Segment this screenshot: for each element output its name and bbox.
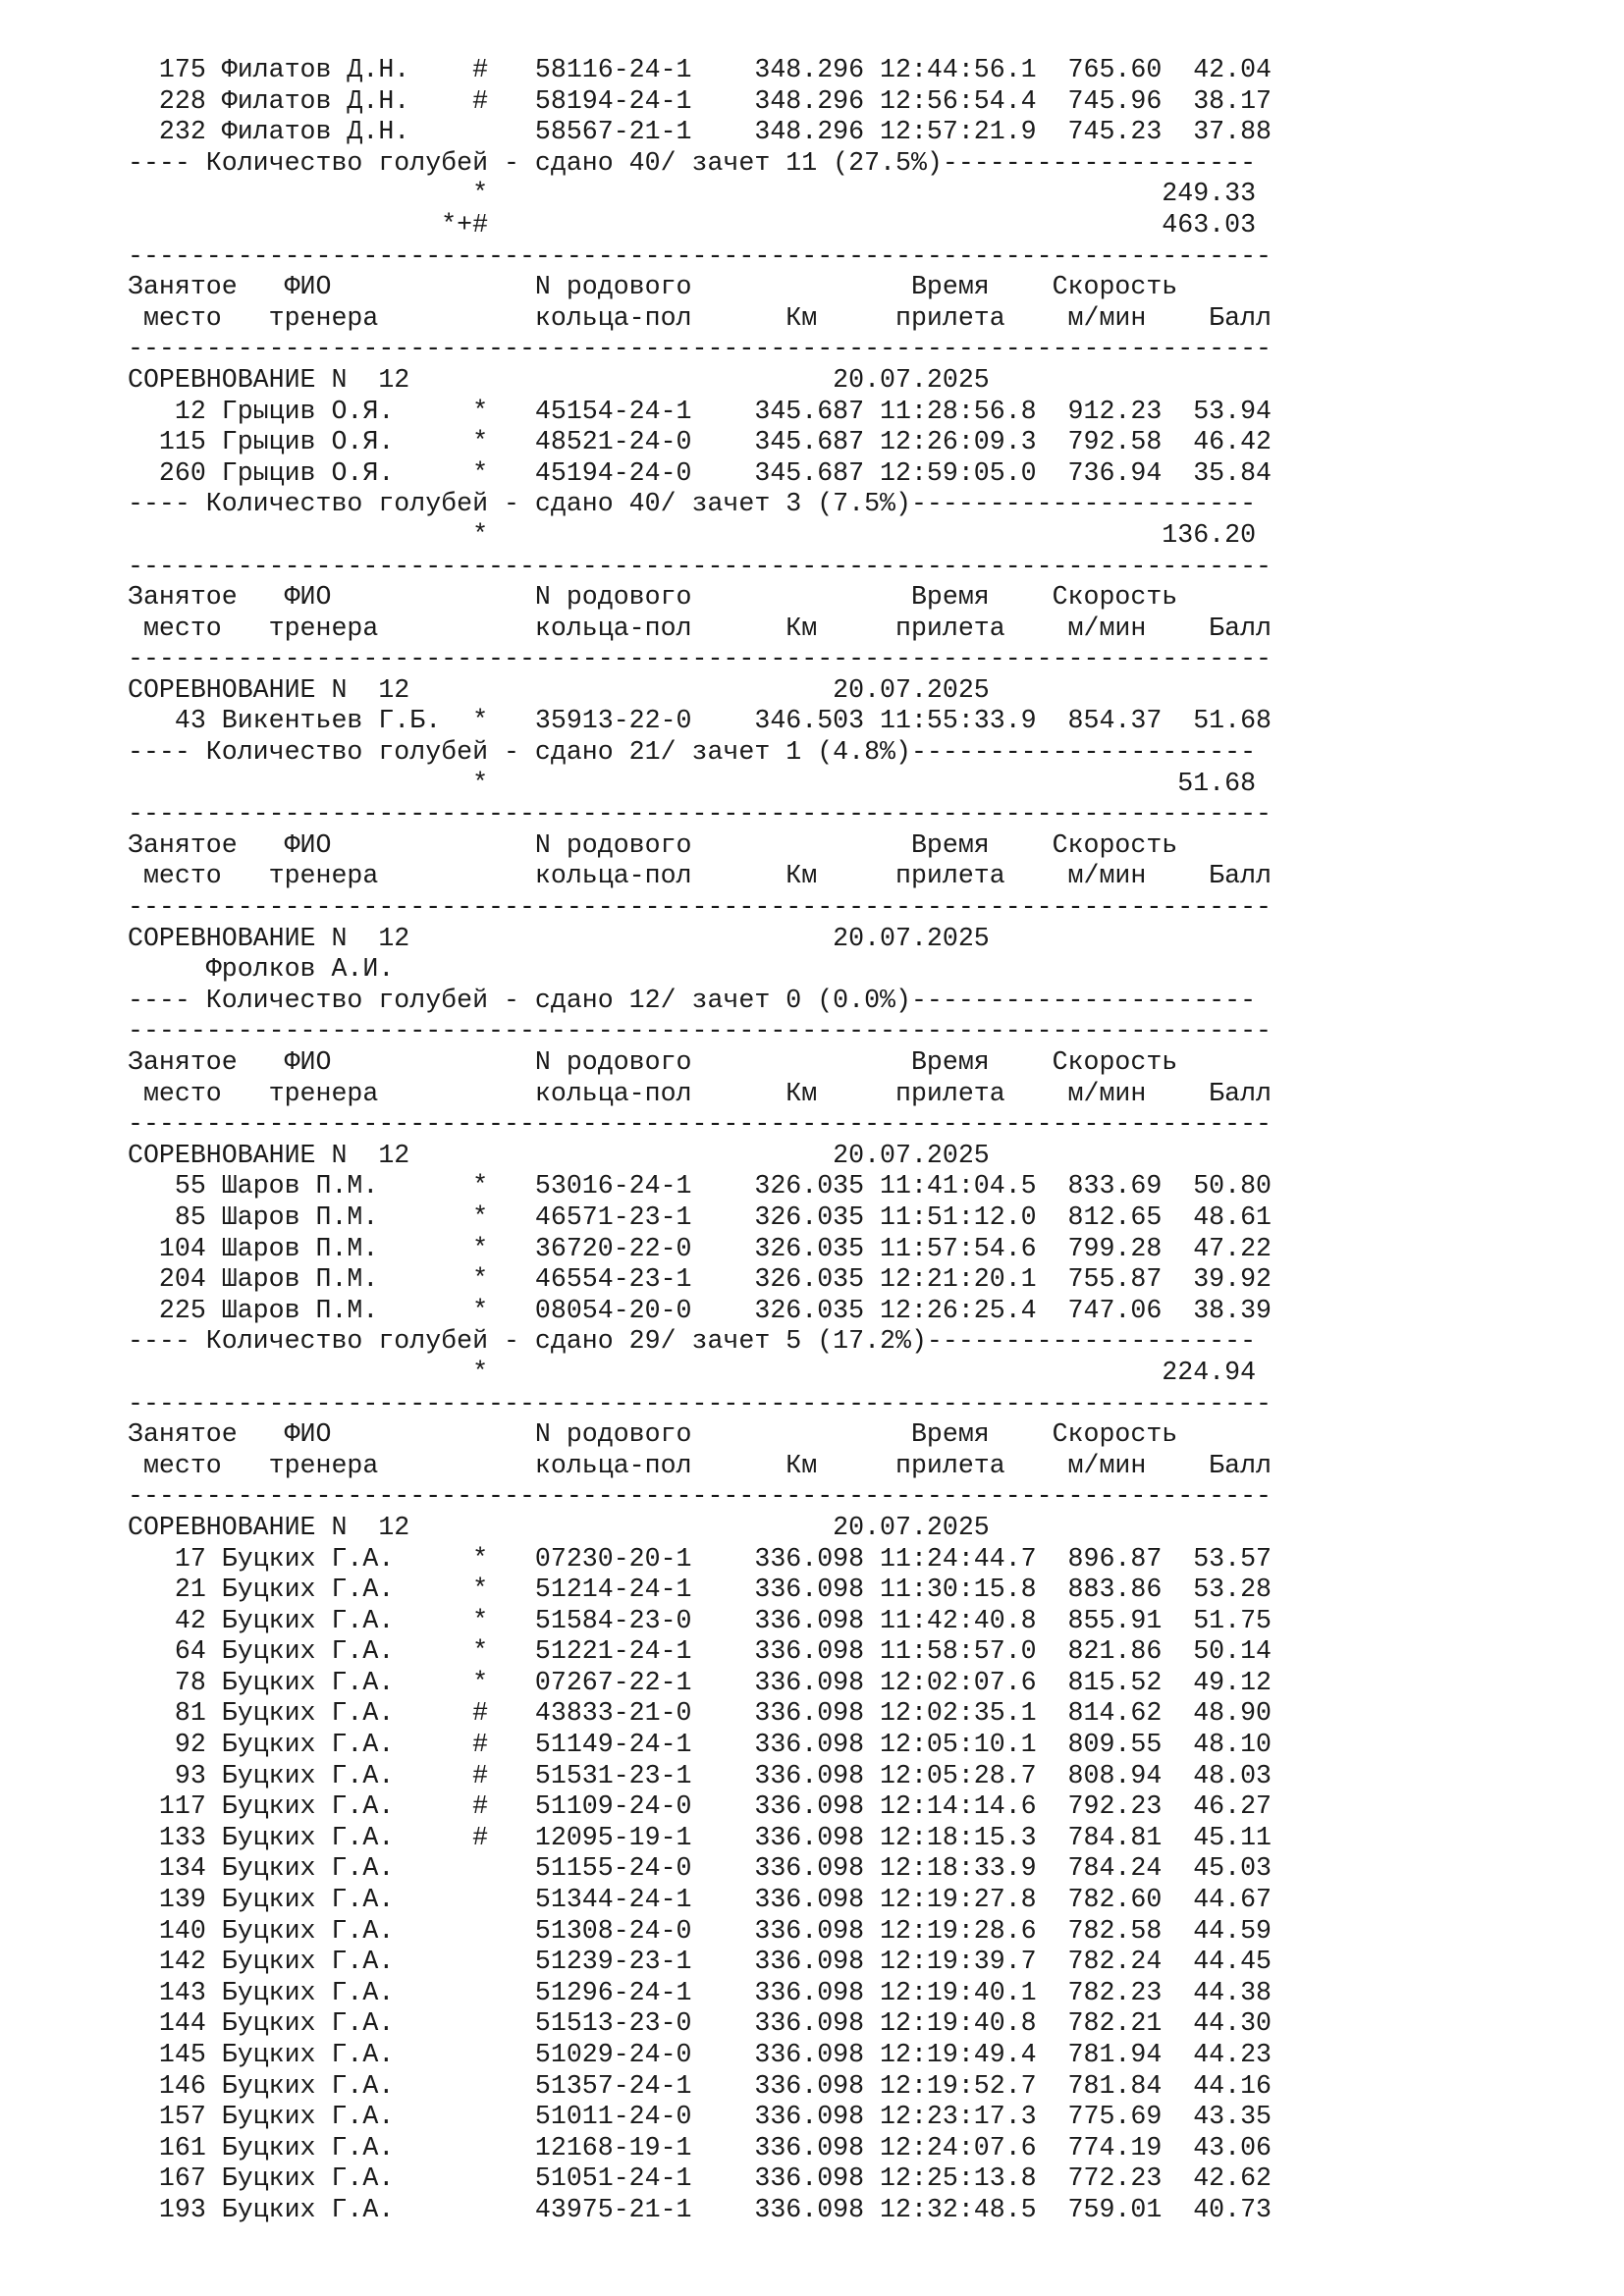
printout-line: 161 Буцких Г.А. 12168-19-1 336.098 12:24:07.6 774.19 43.06 xyxy=(128,2132,1272,2163)
printout-line: СОРЕВНОВАНИЕ N 12 20.07.2025 xyxy=(128,364,990,395)
printout-line: ------------------------------------------------------------------------- xyxy=(128,1481,1272,1512)
printout-line: место тренера кольца-пол Км прилета м/мин Балл xyxy=(128,302,1272,333)
printout-line: место тренера кольца-пол Км прилета м/мин Балл xyxy=(128,861,1272,891)
printout-line: ---- Количество голубей - сдано 29/ зачет 5 (17.2%)--------------------- xyxy=(128,1326,1257,1357)
printout-line: ------------------------------------------------------------------------- xyxy=(128,799,1272,829)
printout-line: 115 Грыцив О.Я. * 48521-24-0 345.687 12:26:09.3 792.58 46.42 xyxy=(128,427,1272,457)
printout-line: ------------------------------------------------------------------------- xyxy=(128,551,1272,581)
printout-line: ---- Количество голубей - сдано 40/ зачет 3 (7.5%)---------------------- xyxy=(128,489,1257,519)
printout-line: * 224.94 xyxy=(128,1357,1257,1387)
printout-line: 193 Буцких Г.А. 43975-21-1 336.098 12:32:48.5 759.01 40.73 xyxy=(128,2194,1272,2224)
printout-line: 157 Буцких Г.А. 51011-24-0 336.098 12:23:17.3 775.69 43.35 xyxy=(128,2102,1272,2132)
printout-line: место тренера кольца-пол Км прилета м/мин Балл xyxy=(128,1078,1272,1108)
printout-line: 134 Буцких Г.А. 51155-24-0 336.098 12:18:33.9 784.24 45.03 xyxy=(128,1853,1272,1884)
printout-line: * 249.33 xyxy=(128,179,1257,209)
printout-line: ---- Количество голубей - сдано 21/ зачет 1 (4.8%)---------------------- xyxy=(128,737,1257,768)
printout-line: место тренера кольца-пол Км прилета м/мин Балл xyxy=(128,1450,1272,1480)
printout-line: 204 Шаров П.М. * 46554-23-1 326.035 12:21:20.1 755.87 39.92 xyxy=(128,1264,1272,1295)
printout-line: ---- Количество голубей - сдано 40/ зачет 11 (27.5%)-------------------- xyxy=(128,147,1257,178)
printout-line: * 136.20 xyxy=(128,519,1257,550)
printout-line: Фролков А.И. xyxy=(128,954,395,985)
printout-line: * 51.68 xyxy=(128,768,1257,798)
printout-line: 78 Буцких Г.А. * 07267-22-1 336.098 12:02:07.6 815.52 49.12 xyxy=(128,1667,1272,1697)
printout-line: СОРЕВНОВАНИЕ N 12 20.07.2025 xyxy=(128,1140,990,1170)
results-printout xyxy=(128,55,1272,2226)
printout-line: 64 Буцких Г.А. * 51221-24-1 336.098 11:58:57.0 821.86 50.14 xyxy=(128,1636,1272,1667)
printout-line: 21 Буцких Г.А. * 51214-24-1 336.098 11:30:15.8 883.86 53.28 xyxy=(128,1575,1272,1605)
printout-line: 228 Филатов Д.Н. # 58194-24-1 348.296 12:56:54.4 745.96 38.17 xyxy=(128,85,1272,116)
printout-line: 144 Буцких Г.А. 51513-23-0 336.098 12:19:40.8 782.21 44.30 xyxy=(128,2008,1272,2039)
printout-line: Занятое ФИО N родового Время Скорость xyxy=(128,582,1178,613)
printout-line: Занятое ФИО N родового Время Скорость xyxy=(128,829,1178,860)
printout-line: СОРЕВНОВАНИЕ N 12 20.07.2025 xyxy=(128,1512,990,1542)
printout-line: 81 Буцких Г.А. # 43833-21-0 336.098 12:02:35.1 814.62 48.90 xyxy=(128,1698,1272,1729)
printout-line: Занятое ФИО N родового Время Скорость xyxy=(128,1047,1178,1077)
printout-line: СОРЕВНОВАНИЕ N 12 20.07.2025 xyxy=(128,923,990,953)
printout-line: 133 Буцких Г.А. # 12095-19-1 336.098 12:18:15.3 784.81 45.11 xyxy=(128,1822,1272,1852)
printout-line: СОРЕВНОВАНИЕ N 12 20.07.2025 xyxy=(128,674,990,705)
printout-line: 232 Филатов Д.Н. 58567-21-1 348.296 12:57:21.9 745.23 37.88 xyxy=(128,117,1272,147)
printout-line: ------------------------------------------------------------------------- xyxy=(128,644,1272,674)
printout-line: 117 Буцких Г.А. # 51109-24-0 336.098 12:14:14.6 792.23 46.27 xyxy=(128,1791,1272,1822)
printout-line: 92 Буцких Г.А. # 51149-24-1 336.098 12:05:10.1 809.55 48.10 xyxy=(128,1730,1272,1760)
printout-line: 145 Буцких Г.А. 51029-24-0 336.098 12:19:49.4 781.94 44.23 xyxy=(128,2040,1272,2069)
printout-line: ------------------------------------------------------------------------- xyxy=(128,240,1272,271)
printout-line: 260 Грыцив О.Я. * 45194-24-0 345.687 12:59:05.0 736.94 35.84 xyxy=(128,457,1272,488)
printout-line: 93 Буцких Г.А. # 51531-23-1 336.098 12:05:28.7 808.94 48.03 xyxy=(128,1760,1272,1790)
printout-line: *+# 463.03 xyxy=(128,209,1257,240)
printout-line: 139 Буцких Г.А. 51344-24-1 336.098 12:19:27.8 782.60 44.67 xyxy=(128,1885,1272,1915)
printout-line: 143 Буцких Г.А. 51296-24-1 336.098 12:19:40.1 782.23 44.38 xyxy=(128,1977,1272,2007)
printout-line: 55 Шаров П.М. * 53016-24-1 326.035 11:41:04.5 833.69 50.80 xyxy=(128,1171,1272,1201)
printout-line: ------------------------------------------------------------------------- xyxy=(128,892,1272,923)
printout-line: 43 Викентьев Г.Б. * 35913-22-0 346.503 11:55:33.9 854.37 51.68 xyxy=(128,706,1272,736)
printout-line: 85 Шаров П.М. * 46571-23-1 326.035 11:51:12.0 812.65 48.61 xyxy=(128,1201,1272,1232)
printout-line: ------------------------------------------------------------------------- xyxy=(128,334,1272,364)
printout-line: 17 Буцких Г.А. * 07230-20-1 336.098 11:24:44.7 896.87 53.57 xyxy=(128,1543,1272,1574)
printout-line: Занятое ФИО N родового Время Скорость xyxy=(128,1419,1178,1450)
printout-line: 146 Буцких Г.А. 51357-24-1 336.098 12:19:52.7 781.84 44.16 xyxy=(128,2070,1272,2101)
printout-line: 42 Буцких Г.А. * 51584-23-0 336.098 11:42:40.8 855.91 51.75 xyxy=(128,1605,1272,1635)
printout-line: ---- Количество голубей - сдано 12/ зачет 0 (0.0%)---------------------- xyxy=(128,985,1257,1015)
printout-line: Занятое ФИО N родового Время Скорость xyxy=(128,272,1178,302)
printout-line: 167 Буцких Г.А. 51051-24-1 336.098 12:25:13.8 772.23 42.62 xyxy=(128,2163,1272,2194)
printout-line: 12 Грыцив О.Я. * 45154-24-1 345.687 11:28:56.8 912.23 53.94 xyxy=(128,396,1272,426)
printout-line: ------------------------------------------------------------------------- xyxy=(128,1109,1272,1140)
printout-line: ------------------------------------------------------------------------- xyxy=(128,1388,1272,1418)
printout-line: место тренера кольца-пол Км прилета м/мин Балл xyxy=(128,613,1272,643)
printout-line: 140 Буцких Г.А. 51308-24-0 336.098 12:19:28.6 782.58 44.59 xyxy=(128,1915,1272,1946)
printout-line: 175 Филатов Д.Н. # 58116-24-1 348.296 12:44:56.1 765.60 42.04 xyxy=(128,55,1272,84)
printout-line: 104 Шаров П.М. * 36720-22-0 326.035 11:57:54.6 799.28 47.22 xyxy=(128,1233,1272,1263)
printout-line: 225 Шаров П.М. * 08054-20-0 326.035 12:26:25.4 747.06 38.39 xyxy=(128,1295,1272,1325)
printout-line: 142 Буцких Г.А. 51239-23-1 336.098 12:19:39.7 782.24 44.45 xyxy=(128,1947,1272,1977)
printout-line: ------------------------------------------------------------------------- xyxy=(128,1016,1272,1046)
